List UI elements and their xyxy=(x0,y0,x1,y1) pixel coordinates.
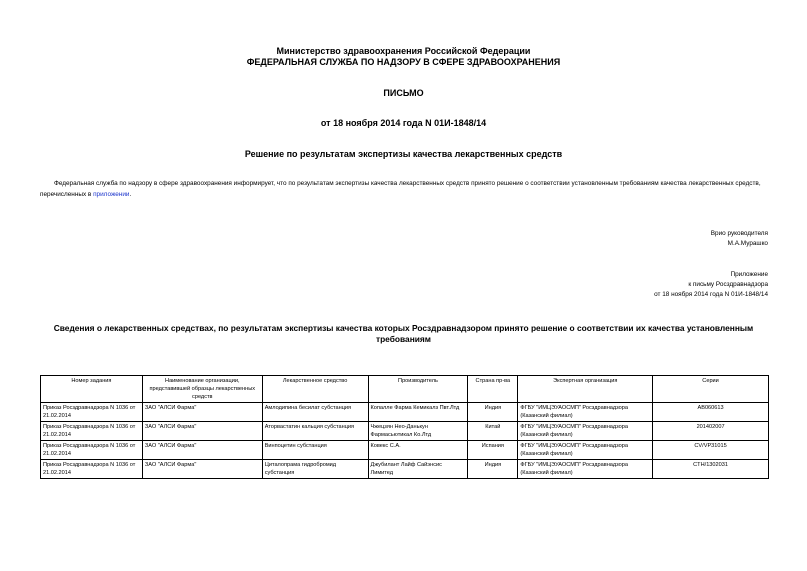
document-subject: Решение по результатам экспертизы качества лекарственных средств xyxy=(244,149,563,159)
series-cell: CV/VP31015 xyxy=(653,441,769,460)
column-header: Производитель xyxy=(368,376,468,403)
document-type: ПИСЬМО xyxy=(383,88,424,98)
column-header: Страна пр-ва xyxy=(468,376,518,403)
signature-block xyxy=(711,229,768,249)
document-date-number: от 18 ноября 2014 года N 01И-1848/14 xyxy=(320,118,487,128)
organization-cell: ЗАО "АЛСИ Фарма" xyxy=(142,441,262,460)
table-row xyxy=(41,460,769,479)
column-header: Номер задания xyxy=(41,376,143,403)
appendix-date: от 18 ноября 2014 года N 01И-1848/14 xyxy=(654,291,768,298)
appendix-block xyxy=(654,270,768,300)
task-number-cell: Приказ Росздравнадзора N 1036 от 21.02.2014 xyxy=(41,460,143,479)
appendix-reference: к письму Росздравнадзора xyxy=(688,281,768,288)
body-paragraph xyxy=(40,178,768,200)
table-title: Сведения о лекарственных средствах, по результатам экспертизы качества которых Росздравнадзором принято решение о соответствии их качества установленным требованиям xyxy=(53,323,754,344)
organization-cell: ЗАО "АЛСИ Фарма" xyxy=(142,403,262,422)
country-cell: Индия xyxy=(468,403,518,422)
column-header: Лекарственное средство xyxy=(262,376,368,403)
manufacturer-cell: Копалле Фарма Кемикалз Пвт.Лтд xyxy=(368,403,468,422)
appendix-link[interactable]: приложении xyxy=(93,191,130,198)
organization-cell: ЗАО "АЛСИ Фарма" xyxy=(142,460,262,479)
column-header: Серии xyxy=(653,376,769,403)
organization-cell: ЗАО "АЛСИ Фарма" xyxy=(142,422,262,441)
medicine-cell: Аторвастатин кальция субстанция xyxy=(262,422,368,441)
country-cell: Китай xyxy=(468,422,518,441)
series-cell: 201402007 xyxy=(653,422,769,441)
expert-org-cell: ФГБУ "ИМЦЭУАОСМП" Росздравнадзора (Казанский филиал) xyxy=(518,422,653,441)
body-text: Федеральная служба по надзору в сфере здравоохранения информирует, что по результатам экспертизы качества лекарственных средств принято решение о соответствии установленным требованиям качества лекарственных средств, перечисленных в xyxy=(40,180,761,198)
medicine-cell: Циталопрама гидробромид субстанция xyxy=(262,460,368,479)
task-number-cell: Приказ Росздравнадзора N 1036 от 21.02.2014 xyxy=(41,422,143,441)
manufacturer-cell: Чжецзян Нео-Данькун Фармасьютикал Ко.Лтд xyxy=(368,422,468,441)
manufacturer-cell: Ковекс С.А. xyxy=(368,441,468,460)
ministry-name: Министерство здравоохранения Российской Федерации xyxy=(276,46,531,56)
medicines-table xyxy=(40,375,769,479)
table-header-row xyxy=(41,376,769,403)
table-row xyxy=(41,422,769,441)
column-header: Наименование организации, представившей образцы лекарственных средств xyxy=(142,376,262,403)
body-text-end: . xyxy=(129,191,132,198)
medicine-cell: Амлодипина бесилат субстанция xyxy=(262,403,368,422)
table-row xyxy=(41,441,769,460)
table-row xyxy=(41,403,769,422)
signature-position: Врио руководителя xyxy=(710,230,768,237)
expert-org-cell: ФГБУ "ИМЦЭУАОСМП" Росздравнадзора (Казанский филиал) xyxy=(518,460,653,479)
country-cell: Испания xyxy=(468,441,518,460)
appendix-label: Приложение xyxy=(730,271,768,278)
column-header: Экспертная организация xyxy=(518,376,653,403)
signature-name: М.А.Мурашко xyxy=(727,240,768,247)
task-number-cell: Приказ Росздравнадзора N 1036 от 21.02.2014 xyxy=(41,441,143,460)
expert-org-cell: ФГБУ "ИМЦЭУАОСМП" Росздравнадзора (Казанский филиал) xyxy=(518,403,653,422)
medicine-cell: Винпоцетин субстанция xyxy=(262,441,368,460)
manufacturer-cell: Джубилант Лайф Сайэнсис Лимитед xyxy=(368,460,468,479)
task-number-cell: Приказ Росздравнадзора N 1036 от 21.02.2014 xyxy=(41,403,143,422)
service-name: ФЕДЕРАЛЬНАЯ СЛУЖБА ПО НАДЗОРУ В СФЕРЕ ЗДРАВООХРАНЕНИЯ xyxy=(246,57,561,67)
country-cell: Индия xyxy=(468,460,518,479)
expert-org-cell: ФГБУ "ИМЦЭУАОСМП" Росздравнадзора (Казанский филиал) xyxy=(518,441,653,460)
series-cell: AB060613 xyxy=(653,403,769,422)
series-cell: CTH/1302031 xyxy=(653,460,769,479)
